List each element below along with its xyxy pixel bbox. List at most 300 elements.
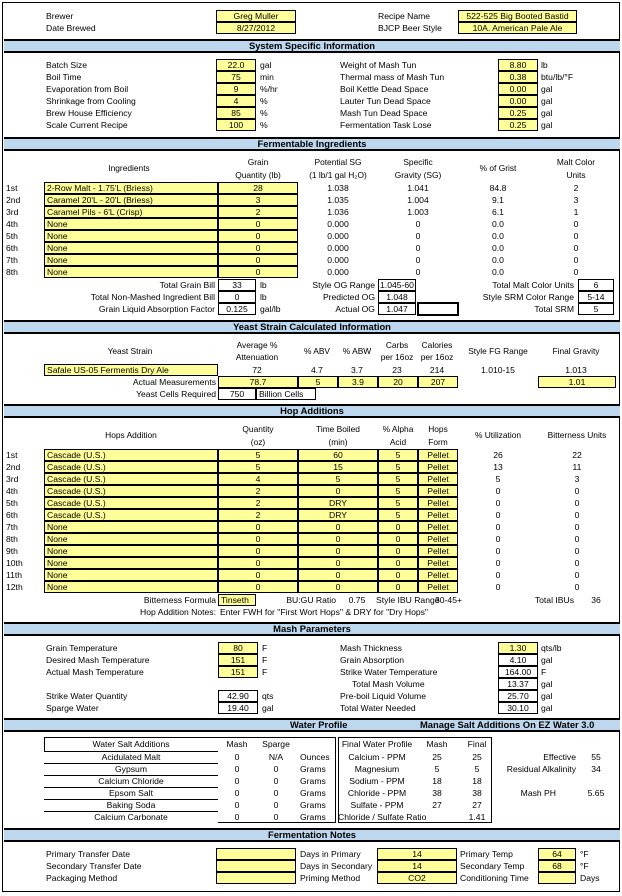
hop-util: 0 (495, 582, 501, 592)
hop-time-field[interactable]: DRY (298, 509, 378, 521)
hop-col-header: Hops Addition (105, 430, 157, 440)
pred-og-label: Predicted OG (322, 292, 375, 302)
salt-sparge[interactable]: 0 (273, 764, 279, 774)
profile-final: 5 (474, 764, 480, 774)
grain-temp-unit: F (262, 643, 268, 653)
salt-name: Calcium Carbonate (94, 812, 168, 822)
hop-alpha-field[interactable]: 5 (378, 485, 418, 497)
hop-qty-field[interactable]: 0 (218, 557, 298, 569)
hop-alpha-field[interactable]: 0 (378, 581, 418, 593)
nonmash-unit: lb (260, 292, 267, 302)
profile-final-header: Final (467, 739, 487, 749)
days-secondary-field[interactable]: 14 (377, 860, 457, 872)
formula-field[interactable]: Tinseth (218, 594, 256, 606)
hop-qty-field[interactable]: 0 (218, 569, 298, 581)
profile-mash-header: Mash (426, 739, 448, 749)
hop-alpha-field[interactable]: 5 (378, 449, 418, 461)
absorb-unit: gal/lb (260, 304, 281, 314)
system-right-field[interactable]: 0.00 (498, 83, 538, 95)
conditioning-label: Conditioning Time (460, 873, 529, 883)
ferm-row-number: 4th (6, 219, 18, 229)
desired-temp-field[interactable]: 151 (218, 654, 258, 666)
att-col-header-1: Average % (236, 340, 278, 350)
fg-col-header: Final Gravity (552, 346, 600, 356)
system-right-field[interactable]: 0.38 (498, 71, 538, 83)
volume-value: 13.37 (498, 678, 538, 690)
actual-temp-label: Actual Mash Temperature (46, 667, 144, 677)
hop-form-field[interactable]: Pellet (418, 497, 458, 509)
hop-form-field[interactable]: Pellet (418, 569, 458, 581)
total-grain-value: 33 (218, 279, 256, 291)
ferm-ingredient-field[interactable]: 2-Row Malt - 1.75'L (Briess) (44, 182, 218, 194)
hop-qty-field[interactable]: 0 (218, 521, 298, 533)
system-left-field[interactable]: 9 (216, 83, 256, 95)
salt-unit: Grams (300, 800, 326, 810)
hop-name-field[interactable]: Cascade (U.S.) (44, 485, 218, 497)
ferm-color: 2 (573, 183, 579, 193)
hop-util-header: % Utilization (474, 430, 522, 440)
ferm-ingredient-field[interactable]: None (44, 218, 218, 230)
hop-util: 0 (495, 522, 501, 532)
ferm-color: 1 (573, 207, 579, 217)
cells-value: 750 (218, 388, 256, 400)
ferm-ingredient-field[interactable]: None (44, 266, 218, 278)
hop-row-number: 11th (6, 570, 23, 580)
yeast-abw: 3.7 (351, 365, 363, 375)
total-ibu-label: Total IBUs (534, 595, 574, 605)
cal-col-header-1: Calories (421, 340, 453, 350)
system-left-unit: % (260, 120, 268, 130)
water-title: Water Profile (290, 719, 348, 730)
hop-alpha-field[interactable]: 0 (378, 521, 418, 533)
salt-unit: Grams (300, 764, 326, 774)
packaging-field[interactable] (216, 872, 296, 884)
ferm-color: 0 (573, 219, 579, 229)
thickness-field[interactable]: 1.30 (498, 642, 538, 654)
fermentables-header: Fermentable Ingredients (4, 137, 620, 151)
mcu-value: 6 (578, 279, 614, 291)
brewer-field[interactable]: Greg Muller (216, 10, 296, 22)
actual-fg-field[interactable]: 1.01 (538, 376, 616, 388)
primary-temp-field[interactable]: 64 (538, 848, 576, 860)
hop-name-field[interactable]: Cascade (U.S.) (44, 449, 218, 461)
hop-alpha-field[interactable]: 0 (378, 533, 418, 545)
packaging-label: Packaging Method (46, 873, 118, 883)
hop-form-field[interactable]: Pellet (418, 533, 458, 545)
preboil-label: Pre-boil Liquid Volume (340, 691, 426, 701)
system-left-label: Brew House Efficiency (46, 108, 132, 118)
absorption-value: 4.10 (498, 654, 538, 666)
hop-ibu: 0 (574, 522, 580, 532)
ferm-grist: 0.0 (492, 219, 504, 229)
hop-form-field[interactable]: Pellet (418, 581, 458, 593)
hop-time-field[interactable]: DRY (298, 497, 378, 509)
profile-final: 18 (472, 776, 482, 786)
actual-abv-field[interactable]: 5 (298, 376, 338, 388)
hop-ibu: 0 (574, 582, 580, 592)
yeast-carbs: 23 (392, 365, 402, 375)
hop-form-field[interactable]: Pellet (418, 461, 458, 473)
hop-name-field[interactable]: Cascade (U.S.) (44, 497, 218, 509)
hop-ibu: 0 (574, 570, 580, 580)
primary-date-label: Primary Transfer Date (46, 849, 131, 859)
hop-form-field[interactable]: Pellet (418, 449, 458, 461)
actual-temp-unit: F (262, 667, 268, 677)
hop-name-field[interactable]: Cascade (U.S.) (44, 461, 218, 473)
hop-time-field[interactable]: 0 (298, 485, 378, 497)
salt-col-header: Water Salt Additions (92, 739, 170, 749)
hop-time-field[interactable]: 0 (298, 545, 378, 557)
priming-label: Priming Method (300, 873, 361, 883)
sg-col-header-2: Gravity (SG) (394, 170, 442, 180)
ferm-qty-field[interactable]: 0 (218, 242, 298, 254)
salt-mash[interactable]: 0 (234, 764, 240, 774)
hop-row-number: 4th (6, 486, 18, 496)
residual-value: 34 (591, 764, 601, 774)
desired-temp-label: Desired Mash Temperature (46, 655, 150, 665)
ferm-qty-field[interactable]: 0 (218, 254, 298, 266)
ferm-psg: 0.000 (327, 231, 349, 241)
ferm-sg: 0 (415, 231, 421, 241)
grain-temp-field[interactable]: 80 (218, 642, 258, 654)
hop-notes-text: Enter FWH for "First Wort Hops" & DRY for "Dry Hops" (220, 607, 428, 617)
system-left-unit: %/hr (260, 84, 278, 94)
ferm-color: 0 (573, 267, 579, 277)
recipe-name-field[interactable]: 522-525 Big Booted Bastid (458, 10, 577, 22)
salt-sparge[interactable]: 0 (273, 812, 279, 822)
actual-att-field[interactable]: 78.7 (218, 376, 298, 388)
hop-time-header-1: Time Boiled (316, 424, 360, 434)
system-right-label: Lauter Tun Dead Space (340, 96, 431, 106)
primary-temp-unit: °F (580, 849, 589, 859)
hop-alpha-field[interactable]: 0 (378, 569, 418, 581)
conditioning-unit: Days (580, 873, 600, 883)
profile-mash: 27 (432, 800, 442, 810)
ingredients-col-header: Ingredients (108, 163, 150, 173)
hop-qty-field[interactable]: 0 (218, 533, 298, 545)
system-left-field[interactable]: 75 (216, 71, 256, 83)
ibu-range-value: 30-45+ (435, 595, 462, 605)
abv-col-header: % ABV (303, 346, 331, 356)
recipe-name-label: Recipe Name (378, 11, 431, 21)
system-left-field[interactable]: 100 (216, 119, 256, 131)
salt-sparge-header: Sparge (262, 739, 290, 749)
hop-alpha-field[interactable]: 5 (378, 497, 418, 509)
ferm-psg: 0.000 (327, 243, 349, 253)
actual-temp-field[interactable]: 151 (218, 666, 258, 678)
salt-sparge[interactable]: 0 (273, 788, 279, 798)
system-right-field[interactable]: 0.25 (498, 119, 538, 131)
strike-temp-unit: F (541, 667, 547, 677)
system-left-field[interactable]: 85 (216, 107, 256, 119)
system-left-field[interactable]: 22.0 (216, 59, 256, 71)
hop-alpha-header-1: % Alpha (382, 424, 414, 434)
system-header: System Specific Information (4, 39, 620, 53)
absorb-label: Grain Liquid Absorption Factor (98, 304, 215, 314)
system-right-label: Thermal mass of Mash Tun (340, 72, 445, 82)
salt-mash[interactable]: 0 (234, 776, 240, 786)
system-left-unit: gal (260, 60, 272, 70)
days-primary-field[interactable]: 14 (377, 848, 457, 860)
hop-time-field[interactable]: 0 (298, 557, 378, 569)
hop-time-field[interactable]: 60 (298, 449, 378, 461)
ferm-row-number: 5th (6, 231, 18, 241)
hop-name-field[interactable]: None (44, 569, 218, 581)
system-right-unit: gal (541, 120, 553, 130)
hop-form-field[interactable]: Pellet (418, 509, 458, 521)
primary-date-field[interactable] (216, 848, 296, 860)
hop-qty-header-2: (oz) (250, 437, 266, 447)
profile-mash: 38 (432, 788, 442, 798)
hop-name-field[interactable]: None (44, 581, 218, 593)
sparge-unit: gal (262, 703, 274, 713)
salt-sparge[interactable]: 0 (273, 800, 279, 810)
yeast-att: 72 (252, 365, 262, 375)
actual-cal-field[interactable]: 207 (418, 376, 458, 388)
hop-form-field[interactable]: Pellet (418, 545, 458, 557)
system-left-unit: min (260, 72, 274, 82)
system-left-label: Evaporation from Boil (46, 84, 129, 94)
hop-name-field[interactable]: Cascade (U.S.) (44, 509, 218, 521)
sparge-value: 19.40 (218, 702, 258, 714)
system-left-label: Batch Size (46, 60, 88, 70)
ferm-qty-field[interactable]: 0 (218, 230, 298, 242)
priming-field[interactable]: CO2 (377, 872, 457, 884)
secondary-temp-field[interactable]: 68 (538, 860, 576, 872)
absorb-value[interactable]: 0.125 (218, 303, 256, 315)
yeast-abv: 4.7 (311, 365, 323, 375)
ferm-color: 0 (573, 255, 579, 265)
salt-mash[interactable]: 0 (234, 812, 240, 822)
hop-ibu: 11 (572, 462, 582, 472)
sparge-label: Sparge Water (46, 703, 99, 713)
hop-util: 13 (493, 462, 503, 472)
actual-og-value[interactable]: 1.047 (378, 303, 416, 315)
hop-qty-field[interactable]: 5 (218, 449, 298, 461)
psg-col-header-1: Potential SG (314, 157, 362, 167)
ferm-ingredient-field[interactable]: Caramel 20'L - 20'L (Briess) (44, 194, 218, 206)
primary-temp-label: Primary Temp (460, 849, 513, 859)
profile-final: 27 (472, 800, 482, 810)
fg-range-col-header: Style FG Range (468, 346, 528, 356)
hop-name-field[interactable]: None (44, 545, 218, 557)
salt-name: Gypsum (115, 764, 147, 774)
hop-form-field[interactable]: Pellet (418, 521, 458, 533)
ferm-psg: 0.000 (327, 255, 349, 265)
secondary-date-field[interactable] (216, 860, 296, 872)
hop-form-field[interactable]: Pellet (418, 473, 458, 485)
ferm-sg: 0 (415, 267, 421, 277)
hop-alpha-field[interactable]: 0 (378, 557, 418, 569)
hop-util: 0 (495, 498, 501, 508)
total-water-unit: gal (541, 703, 553, 713)
hop-alpha-field[interactable]: 0 (378, 545, 418, 557)
system-right-field[interactable]: 8.80 (498, 59, 538, 71)
hop-qty-field[interactable]: 0 (218, 581, 298, 593)
hop-qty-field[interactable]: 5 (218, 461, 298, 473)
hop-ibu: 0 (574, 534, 580, 544)
yeast-strain-field[interactable]: Safale US-05 Fermentis Dry Ale (44, 364, 218, 376)
hop-util: 0 (495, 558, 501, 568)
hop-qty-header-1: Quantity (242, 424, 274, 434)
ferm-qty-field[interactable]: 3 (218, 194, 298, 206)
hop-time-field[interactable]: 0 (298, 521, 378, 533)
hop-qty-field[interactable]: 2 (218, 485, 298, 497)
date-field[interactable]: 8/27/2012 (216, 22, 296, 34)
ferm-sg: 1.003 (407, 207, 429, 217)
ferm-ingredient-field[interactable]: None (44, 230, 218, 242)
ferm-color: 0 (573, 243, 579, 253)
ferm-qty-field[interactable]: 0 (218, 266, 298, 278)
ferm-row-number: 2nd (6, 195, 21, 205)
profile-mash: 5 (434, 764, 440, 774)
salt-sparge[interactable]: N/A (268, 752, 284, 762)
ferm-sg: 1.004 (407, 195, 429, 205)
profile-mash (418, 812, 456, 823)
conditioning-field[interactable] (538, 872, 576, 884)
grist-col-header: % of Grist (479, 163, 517, 173)
salt-unit: Grams (300, 776, 326, 786)
system-right-field[interactable]: 0.25 (498, 107, 538, 119)
actual-abw-field[interactable]: 3.9 (338, 376, 378, 388)
system-right-label: Weight of Mash Tun (340, 60, 417, 70)
system-right-unit: btu/lb/°F (541, 72, 574, 82)
absorption-label: Grain Absorption (340, 655, 405, 665)
hop-qty-field[interactable]: 0 (218, 545, 298, 557)
hop-alpha-field[interactable]: 5 (378, 509, 418, 521)
ferm-sg: 1.041 (407, 183, 429, 193)
total-water-label: Total Water Needed (340, 703, 416, 713)
hop-form-field[interactable]: Pellet (418, 557, 458, 569)
hop-alpha-header-2: Acid (389, 437, 407, 447)
system-right-field[interactable]: 0.00 (498, 95, 538, 107)
hop-qty-field[interactable]: 2 (218, 497, 298, 509)
ferm-psg: 1.036 (327, 207, 349, 217)
hop-row-number: 6th (6, 510, 18, 520)
salt-mash[interactable]: 0 (234, 800, 240, 810)
hop-form-field[interactable]: Pellet (418, 485, 458, 497)
hop-name-field[interactable]: Cascade (U.S.) (44, 473, 218, 485)
grain-temp-label: Grain Temperature (46, 643, 118, 653)
hop-time-field[interactable]: 15 (298, 461, 378, 473)
nonmash-value: 0 (218, 291, 256, 303)
ferm-sg: 0 (415, 219, 421, 229)
profile-mash: 25 (432, 752, 442, 762)
style-field[interactable]: 10A. American Pale Ale (458, 22, 577, 34)
ferm-ingredient-field[interactable]: Caramel Pils - 6'L (Crisp) (44, 206, 218, 218)
att-col-header-2: Attenuation (235, 352, 279, 362)
hop-row-number: 5th (6, 498, 18, 508)
brewer-label: Brewer (46, 11, 74, 21)
actual-og-label: Actual OG (335, 304, 375, 314)
hop-time-field[interactable]: 5 (298, 473, 378, 485)
thickness-label: Mash Thickness (340, 643, 402, 653)
actual-carbs-field[interactable]: 20 (378, 376, 418, 388)
carbs-col-header-2: per 16oz (380, 352, 414, 362)
salt-name: Acidulated Malt (101, 752, 161, 762)
system-right-unit: gal (541, 108, 553, 118)
profile-name: Magnesium (354, 764, 400, 774)
salt-name: Calcium Chloride (98, 776, 164, 786)
ferm-psg: 1.038 (327, 183, 349, 193)
thickness-unit: qts/lb (541, 643, 562, 653)
cells-label: Yeast Cells Required (136, 389, 216, 399)
hop-name-field[interactable]: None (44, 557, 218, 569)
salt-mash[interactable]: 0 (234, 788, 240, 798)
system-left-unit: % (260, 108, 268, 118)
salt-sparge[interactable]: 0 (273, 776, 279, 786)
color-col-header-1: Malt Color (556, 157, 596, 167)
hop-qty-field[interactable]: 4 (218, 473, 298, 485)
hop-name-field[interactable]: None (44, 521, 218, 533)
ferm-psg: 0.000 (327, 219, 349, 229)
desired-temp-unit: F (262, 655, 268, 665)
hops-header: Hop Additions (4, 404, 620, 418)
system-left-label: Scale Current Recipe (46, 120, 128, 130)
ferm-grist: 0.0 (492, 255, 504, 265)
system-right-label: Boil Kettle Dead Space (340, 84, 429, 94)
secondary-date-label: Secondary Transfer Date (46, 861, 142, 871)
ferm-qty-field[interactable]: 0 (218, 218, 298, 230)
hop-qty-field[interactable]: 2 (218, 509, 298, 521)
hop-util: 0 (495, 510, 501, 520)
profile-final: 25 (472, 752, 482, 762)
hop-time-field[interactable]: 0 (298, 581, 378, 593)
nonmash-label: Total Non-Mashed Ingredient Bill (90, 292, 215, 302)
hop-row-number: 7th (6, 522, 18, 532)
strain-col-header: Yeast Strain (107, 346, 153, 356)
hop-util: 0 (495, 486, 501, 496)
salt-mash[interactable]: 0 (234, 752, 240, 762)
hop-alpha-field[interactable]: 5 (378, 461, 418, 473)
hop-time-field[interactable]: 0 (298, 533, 378, 545)
bugu-value: 0.75 (348, 595, 366, 605)
hop-time-field[interactable]: 0 (298, 569, 378, 581)
hop-row-number: 1st (6, 450, 18, 460)
hop-ibu: 3 (574, 474, 580, 484)
volume-unit: gal (541, 679, 553, 689)
hop-ibu: 0 (574, 546, 580, 556)
days-primary-label: Days in Primary (300, 849, 361, 859)
system-right-unit: lb (541, 60, 548, 70)
hop-time-header-2: (min) (328, 437, 348, 447)
profile-mash: 18 (432, 776, 442, 786)
hop-ibu: 0 (574, 510, 580, 520)
srm-range-label: Style SRM Color Range (482, 292, 574, 302)
salt-unit: Grams (300, 812, 326, 822)
profile-name: Sodium - PPM (349, 776, 405, 786)
system-left-field[interactable]: 4 (216, 95, 256, 107)
color-col-header-2: Units (566, 170, 586, 180)
psg-col-header-2: (1 lb/1 gal H₂O) (309, 170, 367, 180)
ferm-qty-field[interactable]: 2 (218, 206, 298, 218)
yeast-fg: 1.013 (565, 365, 587, 375)
ferm-ingredient-field[interactable]: None (44, 242, 218, 254)
ph-value: 5.65 (587, 788, 605, 798)
hop-alpha-field[interactable]: 5 (378, 473, 418, 485)
water-salt-link[interactable]: Manage Salt Additions On EZ Water 3.0 (420, 719, 595, 730)
secondary-temp-label: Secondary Temp (460, 861, 525, 871)
ferm-psg: 1.035 (327, 195, 349, 205)
ferm-qty-field[interactable]: 28 (218, 182, 298, 194)
profile-final: 1.41 (468, 812, 486, 822)
hop-name-field[interactable]: None (44, 533, 218, 545)
ferm-grist: 0.0 (492, 231, 504, 241)
ferm-ingredient-field[interactable]: None (44, 254, 218, 266)
srm-range-value: 5-14 (578, 291, 614, 303)
ferm-grist: 9.1 (492, 195, 504, 205)
carbs-col-header-1: Carbs (385, 340, 409, 350)
